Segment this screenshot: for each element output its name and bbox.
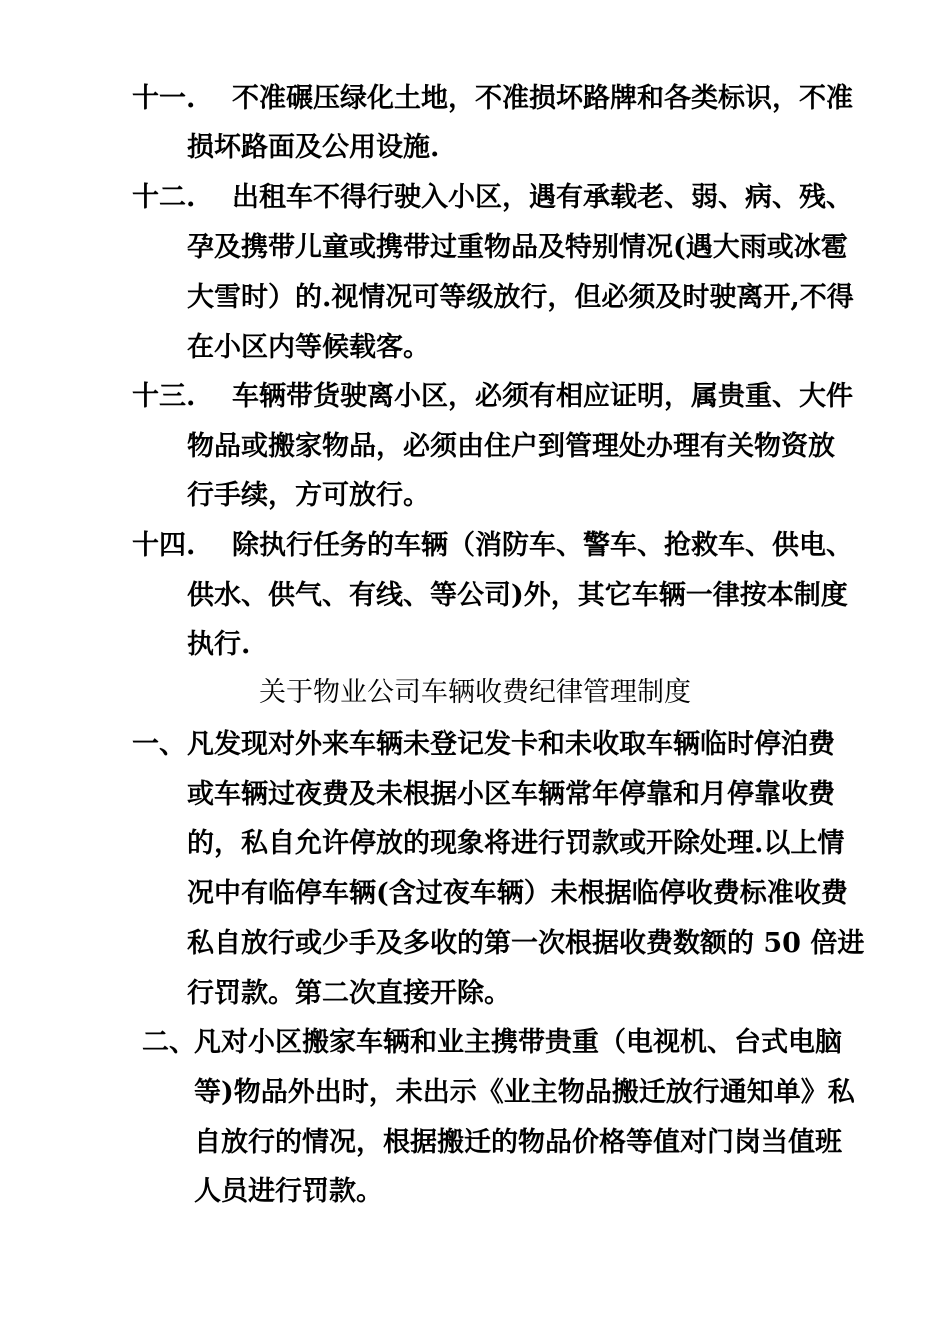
rule-line: 况中有临停车辆(含过夜车辆）未根据临停收费标准收费 — [187, 878, 848, 909]
item-line: 出租车不得行驶入小区，遇有承载老、弱、病、残、 — [232, 182, 853, 213]
item-line: 孕及携带儿童或携带过重物品及特别情况(遇大雨或冰雹 — [187, 232, 848, 263]
item-line: 车辆带货驶离小区，必须有相应证明，属贵重、大件 — [232, 381, 853, 412]
rule-line: 人员进行罚款。 — [194, 1176, 383, 1207]
item-line: 执行. — [187, 629, 251, 660]
rule-line: 凡发现对外来车辆未登记发卡和未收取车辆临时停泊费 — [187, 729, 835, 760]
rule-number: 二、 — [142, 1027, 196, 1058]
item-number: 十四. — [132, 530, 196, 561]
section-title: 关于物业公司车辆收费纪律管理制度 — [259, 677, 691, 708]
item-number: 十三. — [132, 381, 196, 412]
item-line: 物品或搬家物品，必须由住户到管理处办理有关物资放 — [187, 431, 835, 462]
item-line: 损坏路面及公用设施. — [187, 132, 440, 163]
rule-line: 的，私自允许停放的现象将进行罚款或开除处理.以上情 — [187, 828, 845, 859]
item-line: 供水、供气、有线、等公司)外，其它车辆一律按本制度 — [187, 580, 848, 611]
item-line: 除执行任务的车辆（消防车、警车、抢救车、供电、 — [232, 530, 853, 561]
item-line: 不准碾压绿化土地，不准损坏路牌和各类标识，不准 — [232, 83, 853, 114]
rule-line: 或车辆过夜费及未根据小区车辆常年停靠和月停靠收费 — [187, 779, 835, 810]
rule-line: 凡对小区搬家车辆和业主携带贵重（电视机、台式电脑 — [194, 1027, 842, 1058]
rule-line: 自放行的情况，根据搬迁的物品价格等值对门岗当值班 — [194, 1127, 842, 1158]
item-line: 大雪时）的.视情况可等级放行，但必须及时驶离开,不得 — [187, 282, 854, 313]
rule-line: 行罚款。第二次直接开除。 — [187, 978, 511, 1009]
rule-line: 等)物品外出时，未出示《业主物品搬迁放行通知单》私 — [194, 1077, 855, 1108]
rule-number: 一、 — [132, 729, 186, 760]
item-line: 在小区内等候载客。 — [187, 332, 430, 363]
item-number: 十一. — [132, 83, 196, 114]
item-line: 行手续，方可放行。 — [187, 480, 430, 511]
item-number: 十二. — [132, 182, 196, 213]
rule-line: 私自放行或少手及多收的第一次根据收费数额的 50 倍进 — [187, 928, 865, 959]
